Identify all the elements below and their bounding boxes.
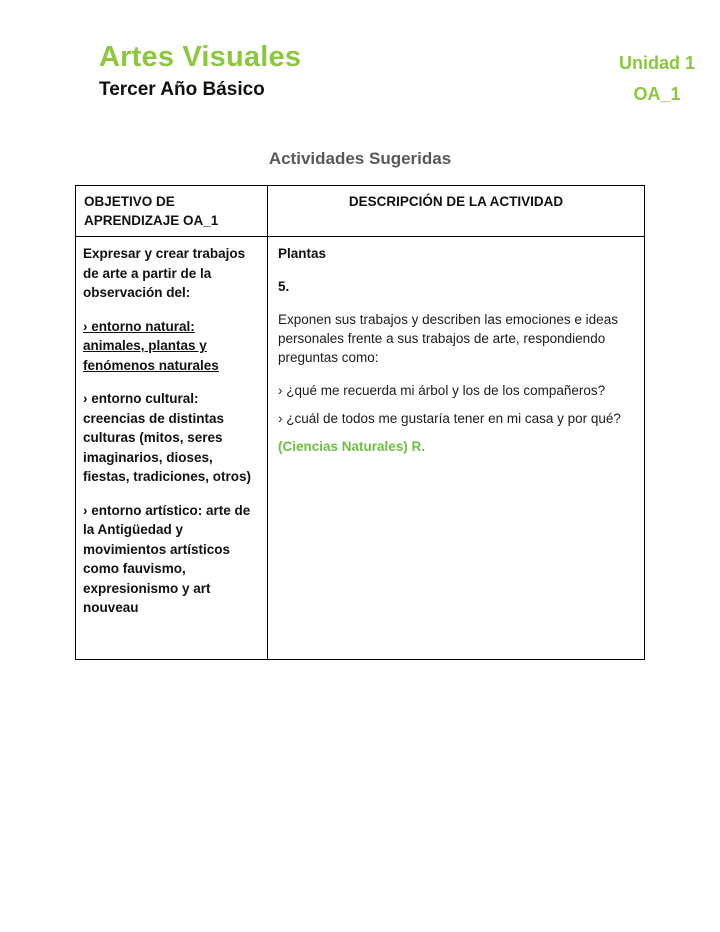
table-body-row: [76, 237, 644, 659]
activity-description: Exponen sus trabajos y describen las emociones e ideas personales frente a sus trabajos de arte, respondiendo preguntas como:: [278, 312, 618, 365]
document-header: [99, 41, 695, 104]
objective-header-cell: [76, 186, 268, 236]
activity-number: 5.: [278, 279, 290, 294]
objective-cell: [76, 237, 268, 659]
activity-topic: Plantas: [278, 246, 327, 261]
document-subtitle: Tercer Año Básico: [99, 78, 265, 100]
document-title: Artes Visuales: [99, 41, 302, 73]
objective-item-cultural: › entorno cultural: creencias de distintas culturas (mitos, seres imaginarios, dioses, fiestas, tradiciones, otros): [83, 391, 252, 484]
activity-cell: [268, 237, 644, 659]
table-header-row: [76, 186, 644, 237]
objective-item-artistic: › entorno artístico: arte de la Antigüedad y movimientos artísticos como fauvismo, expresionismo y art nouveau: [83, 502, 251, 615]
activity-header-label: DESCRIPCIÓN DE LA ACTIVIDAD: [348, 194, 564, 209]
activities-table: [75, 185, 645, 660]
unit-block: [602, 54, 712, 105]
activity-subject-note: (Ciencias Naturales) R.: [278, 439, 426, 454]
objective-item-natural: › entorno natural: animales, plantas y fenómenos naturales: [83, 318, 219, 373]
activity-header-cell: [268, 186, 644, 236]
section-title: Actividades Sugeridas: [268, 149, 452, 168]
activity-question-2: › ¿cuál de todos me gustaría tener en mi casa y por qué?: [278, 411, 621, 426]
objective-intro: Expresar y crear trabajos de arte a partir de la observación del:: [83, 246, 246, 300]
activity-question-1: › ¿qué me recuerda mi árbol y los de los compañeros?: [278, 383, 606, 398]
oa-label: OA_1: [633, 83, 681, 104]
unit-label: Unidad 1: [618, 53, 695, 73]
objective-header-label: OBJETIVO DE APRENDIZAJE OA_1: [84, 194, 219, 228]
